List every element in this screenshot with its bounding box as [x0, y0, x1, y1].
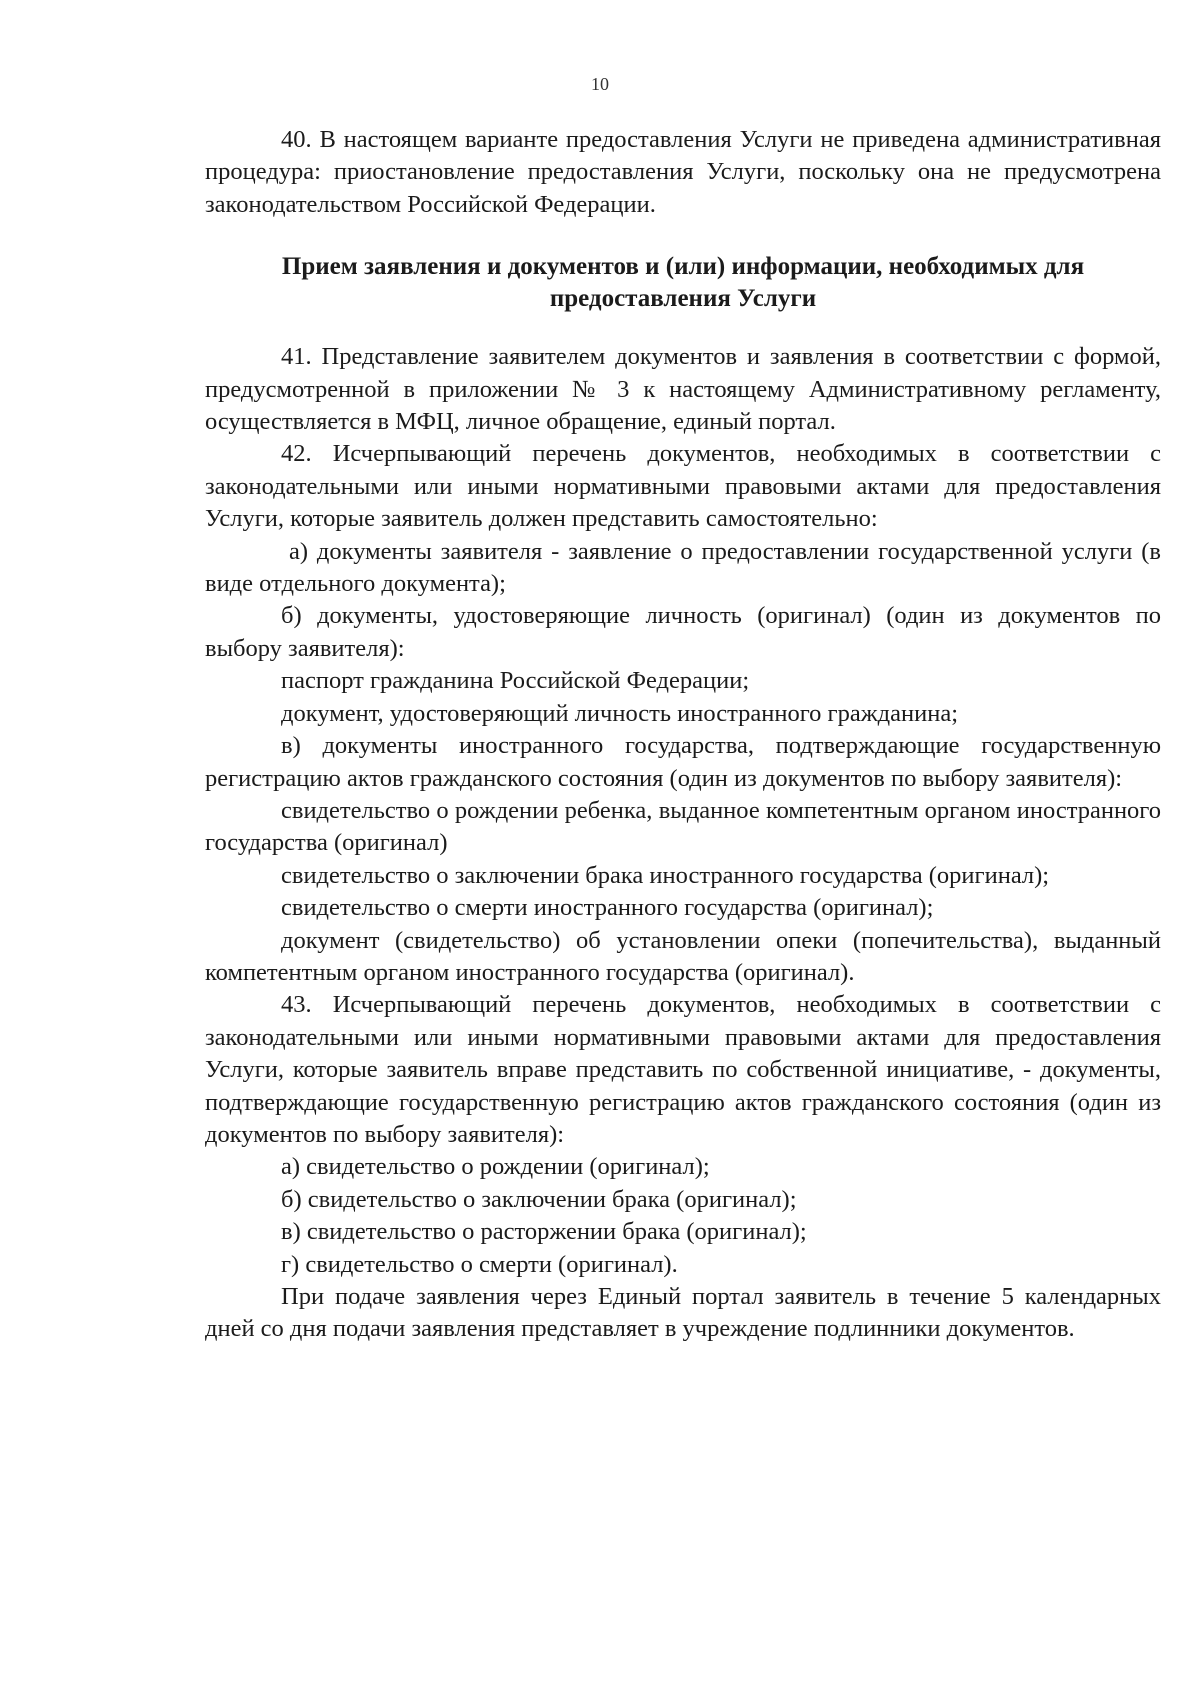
list-item-42b: б) документы, удостоверяющие личность (оригинал) (один из документов по выбору заявителя):: [205, 602, 1161, 662]
list-item-43g: г) свидетельство о смерти (оригинал).: [281, 1250, 678, 1278]
sub-item-death-cert: свидетельство о смерти иностранного государства (оригинал);: [281, 894, 934, 922]
sub-item-passport: паспорт гражданина Российской Федерации;: [281, 667, 750, 695]
sub-item-birth-cert: свидетельство о рождении ребенка, выданное компетентным органом иностранного государства (оригинал): [205, 796, 1161, 857]
paragraph-portal-submission: При подаче заявления через Единый портал заявитель в течение 5 календарных дней со дня подачи заявления представляет в учреждение подлинники документов.: [205, 1283, 1161, 1343]
list-item-42v: в) документы иностранного государства, подтверждающие государственную регистрацию актов гражданского состояния (один из документов по выбору заявителя):: [205, 732, 1161, 792]
page-number: 10: [591, 74, 609, 94]
list-item-43a: а) свидетельство о рождении (оригинал);: [281, 1153, 710, 1181]
section-heading: Прием заявления и документов и (или) информации, необходимых для предоставления Услуги: [281, 253, 1085, 313]
paragraph-43: 43. Исчерпывающий перечень документов, необходимых в соответствии с законодательными или иными нормативными правовыми актами для предоставления Услуги, которые заявитель вправе представить по собственной инициативе, - документы, подтверждающие государственную регистрацию актов гражданского состояния (один из документов по выбору заявителя):: [205, 991, 1161, 1148]
list-item-43b: б) свидетельство о заключении брака (оригинал);: [281, 1185, 797, 1213]
list-item-42a: а) документы заявителя - заявление о предоставлении государственной услуги (в виде отдельного документа);: [205, 537, 1161, 598]
document-body: [205, 124, 1161, 1346]
sub-item-foreign-id: документ, удостоверяющий личность иностранного гражданина;: [281, 699, 959, 727]
paragraph-40: 40. В настоящем варианте предоставления Услуги не приведена административная процедура: приостановление предоставления Услуги, поскольку она не предусмотрена законодательством Российской Федерации.: [205, 126, 1161, 218]
paragraph-42: 42. Исчерпывающий перечень документов, необходимых в соответствии с законодательными или иными нормативными правовыми актами для предоставления Услуги, которые заявитель должен представить самостоятельно:: [205, 440, 1161, 533]
paragraph-41: 41. Представление заявителем документов и заявления в соответствии с формой, предусмотренной в приложении № 3 к настоящему Административному регламенту, осуществляется в МФЦ, личное обращение, единый портал.: [205, 343, 1161, 436]
list-item-43v: в) свидетельство о расторжении брака (оригинал);: [281, 1218, 807, 1246]
sub-item-marriage-cert: свидетельство о заключении брака иностранного государства (оригинал);: [281, 861, 1050, 889]
sub-item-guardianship: документ (свидетельство) об установлении опеки (попечительства), выданный компетентным органом иностранного государства (оригинал).: [205, 926, 1161, 986]
